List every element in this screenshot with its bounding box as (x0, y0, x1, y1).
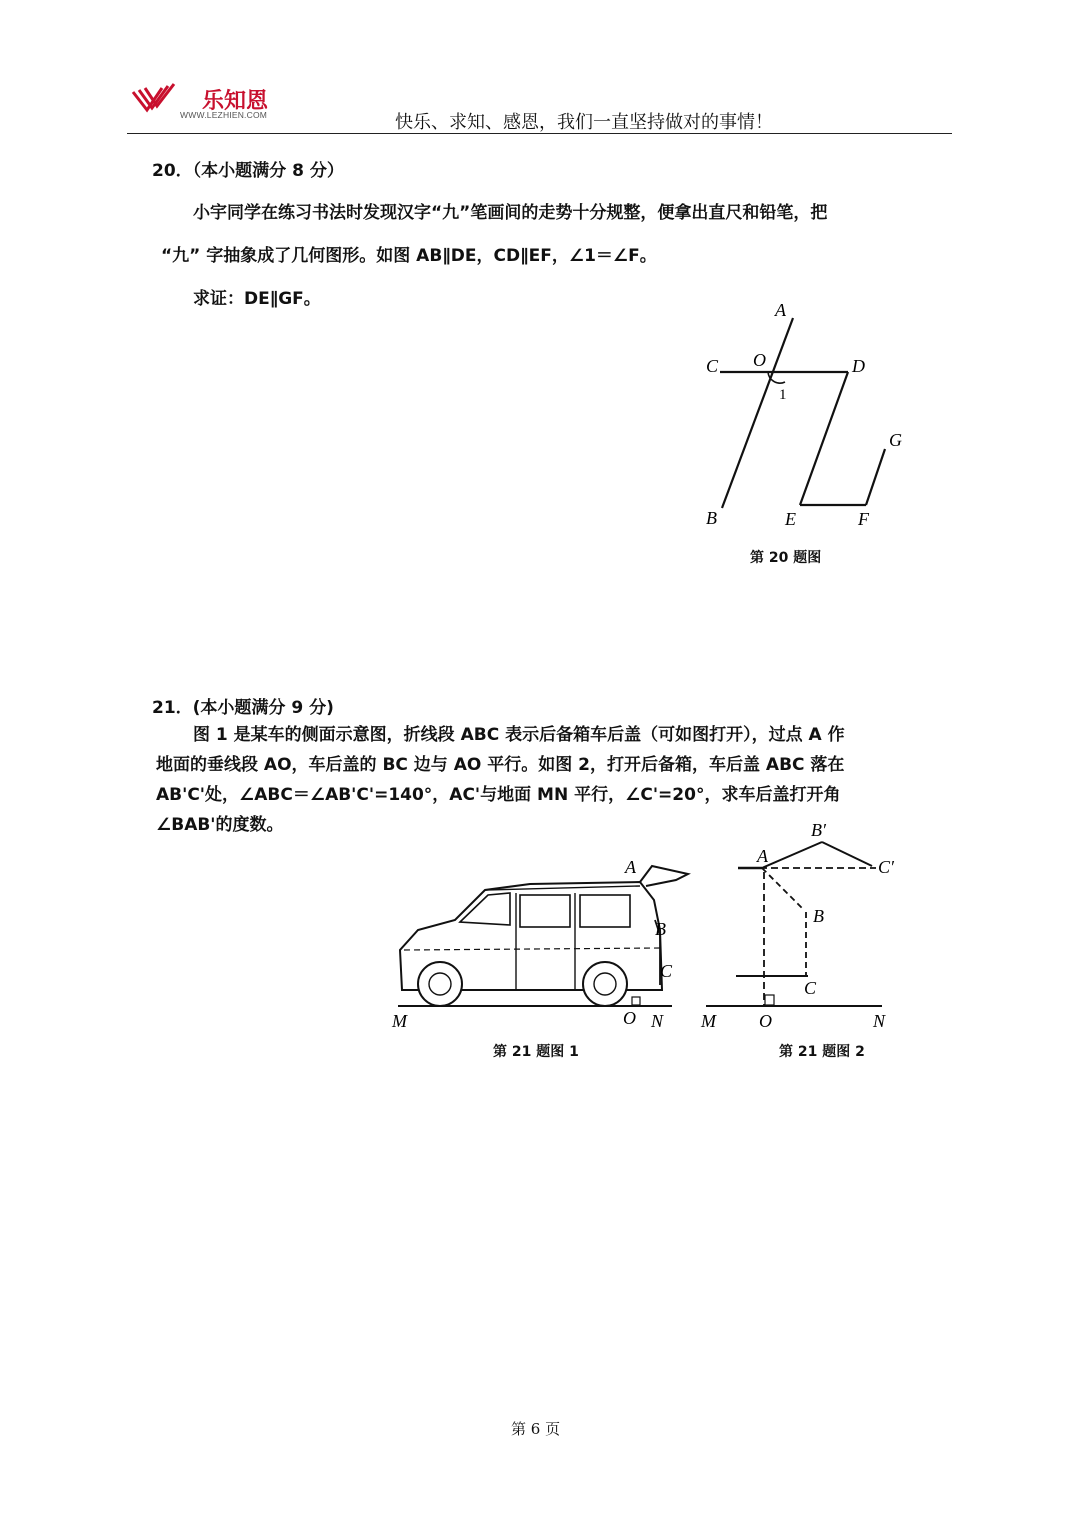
q20-figure-caption: 第 20 题图 (750, 550, 822, 566)
q20-line2: “九” 字抽象成了几何图形。如图 AB∥DE，CD∥EF，∠1＝∠F。 (161, 246, 657, 266)
q20-line3: 求证：DE∥GF。 (193, 289, 321, 309)
segment-AB (762, 868, 804, 910)
q21-figure-1-caption: 第 21 题图 1 (493, 1044, 579, 1060)
window-2 (520, 895, 570, 927)
windshield (460, 893, 510, 925)
fig1-label-C: C (660, 961, 673, 981)
fig2-label-B: B (813, 906, 824, 926)
label-G: G (889, 430, 902, 450)
logo-url: WWW.LEZHIEN.COM (180, 110, 268, 120)
q21-figure-1 (380, 855, 700, 1035)
fig2-label-N: N (873, 1011, 886, 1031)
label-E: E (785, 509, 796, 529)
q21-line3: AB'C'处，∠ABC＝∠AB'C'=140°，AC'与地面 MN 平行，∠C'=20°，求车后盖打开角 (156, 785, 841, 805)
fig2-label-O: O (759, 1011, 772, 1031)
segment-B-prime-C-prime (822, 842, 872, 866)
fig1-label-B: B (655, 919, 666, 939)
label-angle-1: 1 (779, 387, 787, 403)
fig2-label-A: A (757, 846, 768, 866)
line-DE (800, 372, 848, 505)
label-F: F (858, 509, 869, 529)
fig1-label-N: N (651, 1011, 664, 1031)
logo-text: 乐知恩 (202, 89, 269, 114)
line-FG (866, 449, 885, 505)
fig2-label-C: C (804, 978, 817, 998)
q21-line4: ∠BAB'的度数。 (156, 815, 284, 835)
q21-heading: 21．(本小题满分 9 分) (152, 698, 334, 718)
line-AB (722, 318, 793, 508)
angle-1-arc (768, 372, 785, 383)
label-O: O (753, 350, 766, 370)
q20-line1: 小宇同学在练习书法时发现汉字“九”笔画间的走势十分规整，便拿出直尺和铅笔，把 (193, 203, 828, 223)
fig2-label-B-prime: B′ (811, 820, 826, 840)
opened-lid (640, 866, 688, 886)
header-divider (127, 133, 952, 134)
right-angle-mark (765, 995, 774, 1005)
label-B: B (706, 508, 717, 528)
front-wheel (418, 962, 462, 1006)
segment-AB-prime (762, 842, 822, 868)
page-number: 第 6 页 (511, 1420, 561, 1438)
q21-line2: 地面的垂线段 AO，车后盖的 BC 边与 AO 平行。如图 2，打开后备箱，车后盖 ABC 落在 (156, 755, 845, 775)
fig1-label-A: A (625, 857, 636, 877)
fig1-label-O: O (623, 1008, 636, 1028)
fig1-label-M: M (392, 1011, 407, 1031)
label-C: C (706, 356, 719, 376)
fig2-label-C-prime: C′ (878, 857, 894, 877)
header (0, 0, 1080, 140)
dash-belt (404, 948, 660, 950)
fig2-label-M: M (701, 1011, 716, 1031)
q21-figure-2 (700, 815, 910, 1035)
label-D: D (852, 356, 865, 376)
label-A: A (775, 300, 786, 320)
window-3 (580, 895, 630, 927)
q21-line1: 图 1 是某车的侧面示意图，折线段 ABC 表示后备箱车后盖（可如图打开），过点 A 作 (193, 725, 845, 745)
q20-figure (690, 290, 930, 540)
q21-figure-2-caption: 第 21 题图 2 (779, 1044, 865, 1060)
header-slogan: 快乐、求知、感恩，我们一直坚持做对的事情！ (395, 112, 773, 133)
rear-wheel (583, 962, 627, 1006)
q20-heading: 20．（本小题满分 8 分） (152, 161, 344, 181)
right-angle-mark (632, 997, 640, 1005)
